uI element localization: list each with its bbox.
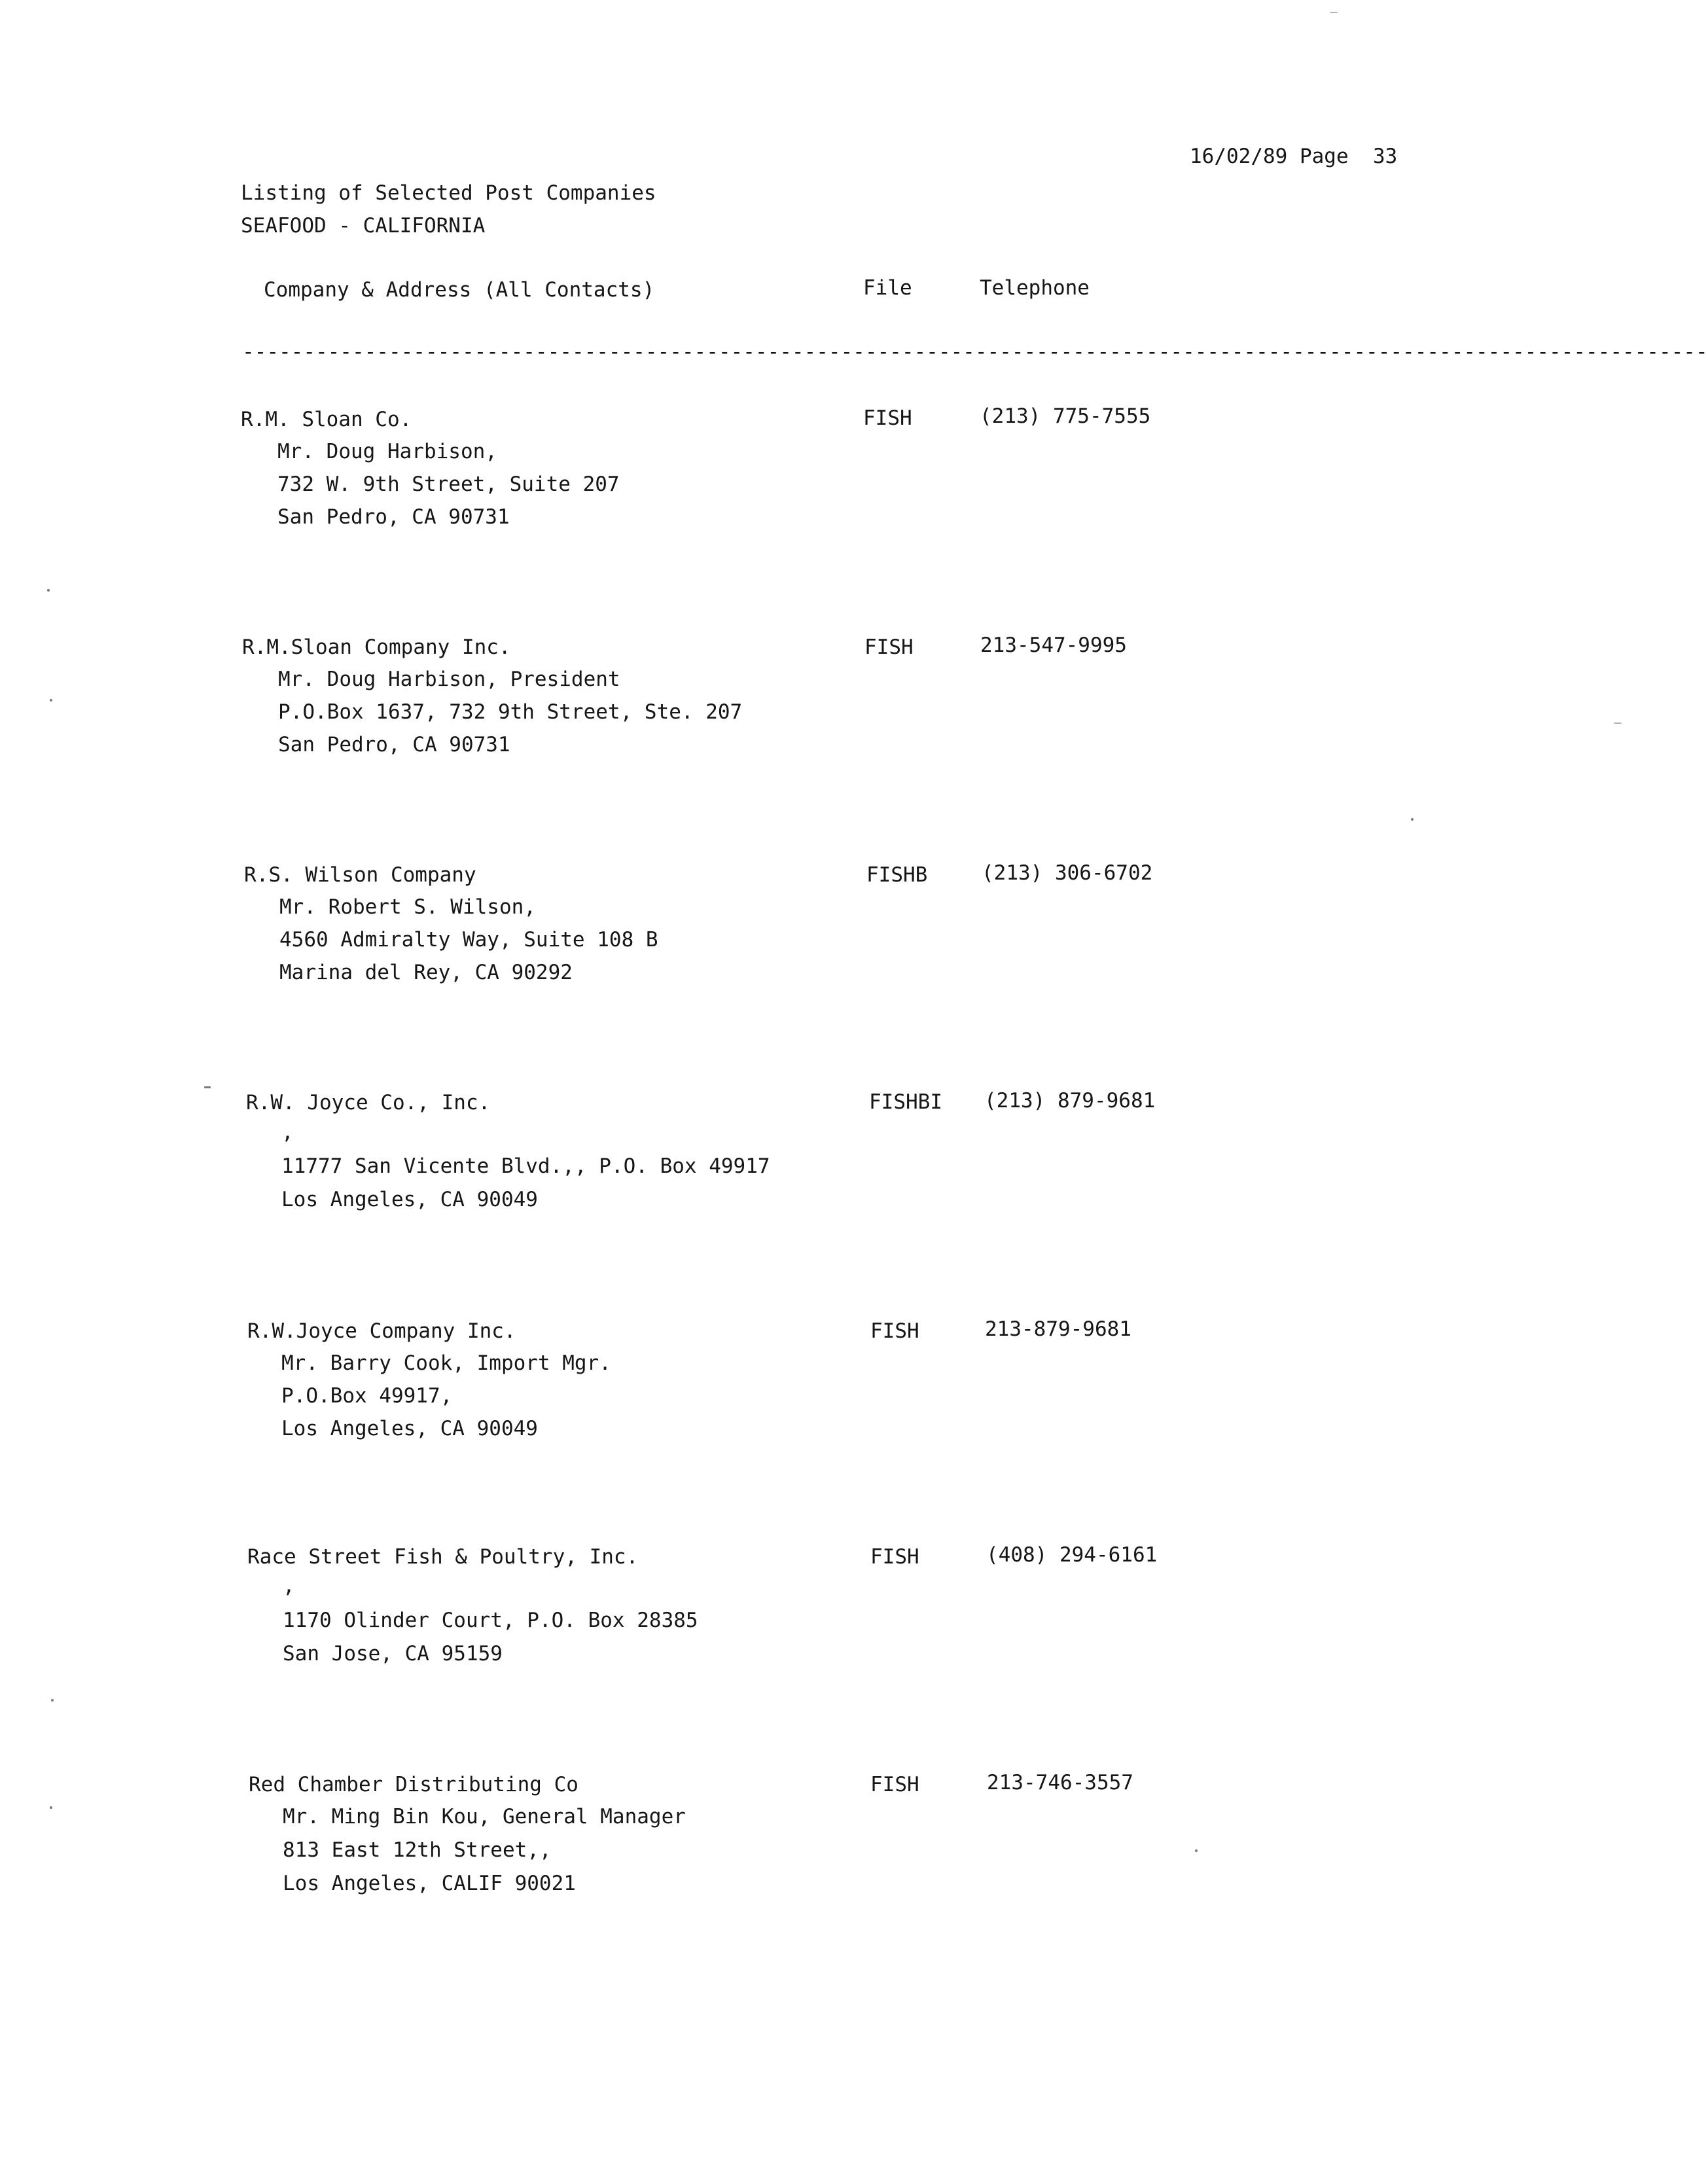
- street-address: 732 W. 9th Street, Suite 207: [277, 473, 620, 496]
- company-name: R.S. Wilson Company: [244, 863, 476, 887]
- telephone-number: (213) 879-9681: [984, 1089, 1156, 1113]
- file-code: FISH: [864, 635, 914, 659]
- file-code: FISHB: [866, 863, 928, 887]
- file-code: FISHBI: [869, 1090, 942, 1114]
- city-state-zip: Marina del Rey, CA 90292: [279, 961, 573, 984]
- city-state-zip: San Pedro, CA 90731: [277, 505, 510, 529]
- telephone-number: (213) 306-6702: [982, 861, 1153, 885]
- file-code: FISH: [870, 1545, 919, 1569]
- contact-name: Mr. Doug Harbison, President: [278, 668, 620, 691]
- company-name: R.M. Sloan Co.: [241, 408, 412, 431]
- scan-speck: [50, 1806, 52, 1809]
- city-state-zip: San Pedro, CA 90731: [278, 733, 510, 757]
- telephone-number: (213) 775-7555: [980, 404, 1151, 428]
- company-name: R.W.Joyce Company Inc.: [247, 1319, 516, 1343]
- column-header-company: Company & Address (All Contacts): [264, 278, 655, 302]
- scan-speck: [1195, 1849, 1198, 1852]
- scan-speck: [204, 1086, 211, 1088]
- city-state-zip: San Jose, CA 95159: [283, 1642, 503, 1666]
- scan-speck: [1330, 12, 1338, 13]
- contact-name: Mr. Barry Cook, Import Mgr.: [281, 1351, 611, 1375]
- column-header-telephone: Telephone: [980, 276, 1090, 300]
- scan-speck: [51, 1699, 54, 1702]
- company-name: R.M.Sloan Company Inc.: [242, 635, 511, 659]
- contact-name: ,: [283, 1574, 295, 1597]
- scan-speck: [1614, 722, 1622, 724]
- document-subtitle: SEAFOOD - CALIFORNIA: [241, 214, 486, 238]
- contact-name: ,: [281, 1120, 294, 1144]
- contact-name: Mr. Ming Bin Kou, General Manager: [283, 1805, 686, 1828]
- street-address: 813 East 12th Street,,: [283, 1838, 552, 1862]
- file-code: FISH: [863, 406, 912, 430]
- contact-name: Mr. Robert S. Wilson,: [279, 895, 536, 919]
- contact-name: Mr. Doug Harbison,: [277, 440, 497, 463]
- telephone-number: 213-746-3557: [987, 1771, 1133, 1794]
- street-address: P.O.Box 49917,: [281, 1384, 453, 1408]
- scan-speck: [47, 589, 50, 592]
- city-state-zip: Los Angeles, CALIF 90021: [283, 1872, 576, 1895]
- telephone-number: 213-547-9995: [980, 633, 1127, 657]
- date-page-label: 16/02/89 Page 33: [1190, 145, 1398, 168]
- file-code: FISH: [870, 1319, 919, 1343]
- document-title: Listing of Selected Post Companies: [241, 181, 656, 205]
- scan-speck: [50, 699, 52, 702]
- city-state-zip: Los Angeles, CA 90049: [281, 1188, 538, 1211]
- scan-speck: [1411, 818, 1414, 821]
- header-divider: ------------------------------------------------------------------------------------------------------------------------: [242, 340, 1708, 364]
- street-address: 11777 San Vicente Blvd.,, P.O. Box 49917: [281, 1154, 770, 1178]
- company-name: R.W. Joyce Co., Inc.: [246, 1091, 491, 1115]
- company-name: Red Chamber Distributing Co: [249, 1773, 578, 1796]
- company-name: Race Street Fish & Poultry, Inc.: [247, 1545, 639, 1569]
- telephone-number: (408) 294-6161: [986, 1543, 1158, 1567]
- street-address: P.O.Box 1637, 732 9th Street, Ste. 207: [278, 700, 743, 724]
- street-address: 4560 Admiralty Way, Suite 108 B: [279, 928, 658, 952]
- file-code: FISH: [870, 1773, 919, 1796]
- column-header-file: File: [863, 276, 912, 300]
- street-address: 1170 Olinder Court, P.O. Box 28385: [283, 1609, 698, 1632]
- telephone-number: 213-879-9681: [985, 1317, 1131, 1341]
- city-state-zip: Los Angeles, CA 90049: [281, 1417, 538, 1440]
